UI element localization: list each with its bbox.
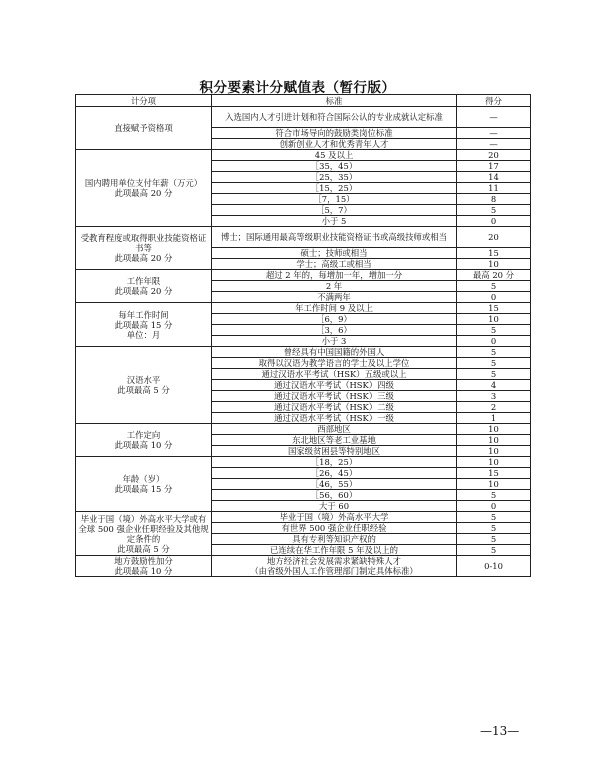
- score-cell: 5: [457, 523, 531, 534]
- column-header-item: 计分项: [76, 95, 212, 107]
- table-title: 积分要素计分赋值表（暂行版）: [199, 80, 396, 96]
- score-cell: —: [457, 139, 531, 150]
- standard-cell: ［35，45）: [212, 161, 457, 172]
- standard-cell: 45 及以上: [212, 150, 457, 161]
- standard-cell: 大于 60: [212, 501, 457, 512]
- score-cell: 10: [457, 479, 531, 490]
- standard-cell: ［5，7）: [212, 205, 457, 216]
- standard-cell: 通过汉语水平考试（HSK）四级: [212, 380, 457, 391]
- scoring-item-cell: 受教育程度或取得职业技能资格证书等 此项最高 20 分: [76, 227, 212, 270]
- standard-cell: 东北地区等老工业基地: [212, 435, 457, 446]
- score-cell: 5: [457, 281, 531, 292]
- standard-cell: ［26，45）: [212, 468, 457, 479]
- standard-cell: 创新创业人才和优秀青年人才: [212, 139, 457, 150]
- table-row: [76, 347, 531, 358]
- score-cell: 0: [457, 336, 531, 347]
- score-cell: 5: [457, 512, 531, 523]
- scoring-item-cell: 毕业于国（境）外高水平大学或有全球 500 强企业任职经验及其他规定条件的 此项最高 5 分: [76, 512, 212, 556]
- score-cell: 11: [457, 183, 531, 194]
- standard-cell: ［7，15）: [212, 194, 457, 205]
- score-cell: 10: [457, 435, 531, 446]
- standard-cell: 毕业于国（境）外高水平大学: [212, 512, 457, 523]
- score-cell: 8: [457, 194, 531, 205]
- table-row: [76, 270, 531, 281]
- standard-cell: ［15，25）: [212, 183, 457, 194]
- score-cell: 0-10: [457, 556, 531, 577]
- score-cell: —: [457, 128, 531, 139]
- score-cell: 15: [457, 303, 531, 314]
- score-cell: —: [457, 107, 531, 128]
- standard-cell: 曾经具有中国国籍的外国人: [212, 347, 457, 358]
- score-cell: 17: [457, 161, 531, 172]
- score-cell: 5: [457, 325, 531, 336]
- score-cell: 5: [457, 358, 531, 369]
- score-cell: 15: [457, 248, 531, 259]
- score-cell: 10: [457, 424, 531, 435]
- standard-cell: 具有专利等知识产权的: [212, 534, 457, 545]
- column-header-standard: 标准: [212, 95, 457, 107]
- standard-cell: 已连续在华工作年限 5 年及以上的: [212, 545, 457, 556]
- standard-cell: 国家级贫困县等特别地区: [212, 446, 457, 457]
- score-cell: 3: [457, 391, 531, 402]
- score-cell: 5: [457, 545, 531, 556]
- score-cell: 1: [457, 413, 531, 424]
- score-cell: 2: [457, 402, 531, 413]
- table-row: [76, 457, 531, 468]
- standard-cell: ［6，9）: [212, 314, 457, 325]
- score-cell: 4: [457, 380, 531, 391]
- table-row: [76, 424, 531, 435]
- scoring-item-cell: 地方鼓励性加分 此项最高 10 分: [76, 556, 212, 577]
- page-number: —13—: [480, 724, 520, 738]
- standard-cell: ［25，35）: [212, 172, 457, 183]
- standard-cell: 通过汉语水平考试（HSK）三级: [212, 391, 457, 402]
- standard-cell: 西部地区: [212, 424, 457, 435]
- standard-cell: 小于 3: [212, 336, 457, 347]
- scoring-item-cell: 工作年限 此项最高 20 分: [76, 270, 212, 303]
- column-header-score: 得分: [457, 95, 531, 107]
- standard-cell: ［18，25）: [212, 457, 457, 468]
- score-cell: 5: [457, 369, 531, 380]
- standard-cell: ［56，60）: [212, 490, 457, 501]
- standard-cell: 通过汉语水平考试（HSK）二级: [212, 402, 457, 413]
- standard-cell: ［46，55）: [212, 479, 457, 490]
- standard-cell: 硕士；技师或相当: [212, 248, 457, 259]
- standard-cell: 不满两年: [212, 292, 457, 303]
- score-cell: 20: [457, 150, 531, 161]
- scoring-item-cell: 直接赋予资格项: [76, 107, 212, 150]
- score-cell: 14: [457, 172, 531, 183]
- standard-cell: 有世界 500 强企业任职经验: [212, 523, 457, 534]
- table-row: [76, 150, 531, 161]
- standard-cell: 博士；国际通用最高等级职业技能资格证书或高级技师或相当: [212, 227, 457, 248]
- standard-cell: 通过汉语水平考试（HSK）一级: [212, 413, 457, 424]
- standard-cell: ［3，6）: [212, 325, 457, 336]
- score-cell: 10: [457, 314, 531, 325]
- standard-cell: 小于 5: [212, 216, 457, 227]
- standard-cell: 取得以汉语为教学语言的学士及以上学位: [212, 358, 457, 369]
- table-row: [76, 512, 531, 523]
- table-row: [76, 227, 531, 248]
- scoring-item-cell: 汉语水平 此项最高 5 分: [76, 347, 212, 424]
- standard-cell: 入选国内人才引进计划和符合国际公认的专业成就认定标准: [212, 107, 457, 128]
- standard-cell: 超过 2 年的，每增加一年，增加一分: [212, 270, 457, 281]
- scoring-item-cell: 每年工作时间 此项最高 15 分 单位：月: [76, 303, 212, 347]
- scoring-item-cell: 年龄（岁） 此项最高 15 分: [76, 457, 212, 512]
- table-header-row: [76, 95, 531, 107]
- scoring-table: [75, 94, 531, 577]
- score-cell: 最高 20 分: [457, 270, 531, 281]
- standard-cell: 通过汉语水平考试（HSK）五级或以上: [212, 369, 457, 380]
- table-row: [76, 303, 531, 314]
- score-cell: 10: [457, 259, 531, 270]
- score-cell: 0: [457, 216, 531, 227]
- score-cell: 5: [457, 534, 531, 545]
- score-cell: 0: [457, 501, 531, 512]
- standard-cell: 年工作时间 9 及以上: [212, 303, 457, 314]
- scoring-item-cell: 国内聘用单位支付年薪（万元） 此项最高 20 分: [76, 150, 212, 227]
- table-row: [76, 556, 531, 577]
- score-cell: 20: [457, 227, 531, 248]
- standard-cell: 符合市场导向的鼓励类岗位标准: [212, 128, 457, 139]
- score-cell: 10: [457, 446, 531, 457]
- table-row: [76, 107, 531, 128]
- score-cell: 0: [457, 292, 531, 303]
- standard-cell: 学士；高级工或相当: [212, 259, 457, 270]
- score-cell: 15: [457, 468, 531, 479]
- standard-cell: 2 年: [212, 281, 457, 292]
- score-cell: 5: [457, 347, 531, 358]
- score-cell: 5: [457, 205, 531, 216]
- table-body: [76, 107, 531, 577]
- scoring-item-cell: 工作定向 此项最高 10 分: [76, 424, 212, 457]
- score-cell: 5: [457, 490, 531, 501]
- score-cell: 10: [457, 457, 531, 468]
- standard-cell: 地方经济社会发展需求紧缺特殊人才 （由省级外国人工作管理部门制定具体标准）: [212, 556, 457, 577]
